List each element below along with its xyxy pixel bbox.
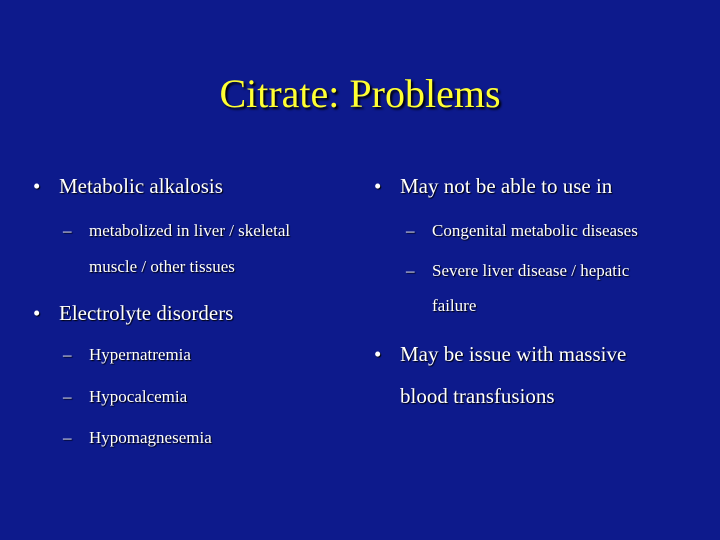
sub-bullet-hypomagnesemia: – Hypomagnesemia	[63, 428, 212, 447]
dash-icon: –	[406, 261, 415, 280]
sub-bullet-metabolized-continued: muscle / other tissues	[89, 257, 235, 276]
sub-bullet-liver-disease: – Severe liver disease / hepatic	[406, 261, 630, 280]
dash-icon: –	[63, 428, 72, 447]
bullet-icon: •	[33, 301, 41, 325]
dash-icon: –	[63, 221, 72, 240]
bullet-massive-transfusions-continued: blood transfusions	[400, 384, 555, 408]
slide-title: Citrate: Problems	[219, 71, 501, 116]
sub-bullet-liver-disease-continued: failure	[432, 296, 477, 315]
dash-icon: –	[63, 345, 72, 364]
dash-icon: –	[406, 221, 415, 240]
bullet-metabolic-alkalosis: • Metabolic alkalosis	[33, 174, 223, 198]
sub-bullet-congenital: – Congenital metabolic diseases	[406, 221, 638, 240]
dash-icon: –	[63, 387, 72, 406]
sub-bullet-metabolized: – metabolized in liver / skeletal	[63, 221, 291, 240]
bullet-massive-transfusions: • May be issue with massive	[374, 342, 627, 366]
bullet-icon: •	[33, 174, 41, 198]
bullet-icon: •	[374, 174, 382, 198]
bullet-icon: •	[374, 342, 382, 366]
sub-bullet-hypocalcemia: – Hypocalcemia	[63, 387, 188, 406]
bullet-electrolyte-disorders: • Electrolyte disorders	[33, 301, 234, 325]
bullet-may-not-be-able: • May not be able to use in	[374, 174, 613, 198]
sub-bullet-hypernatremia: – Hypernatremia	[63, 345, 191, 364]
